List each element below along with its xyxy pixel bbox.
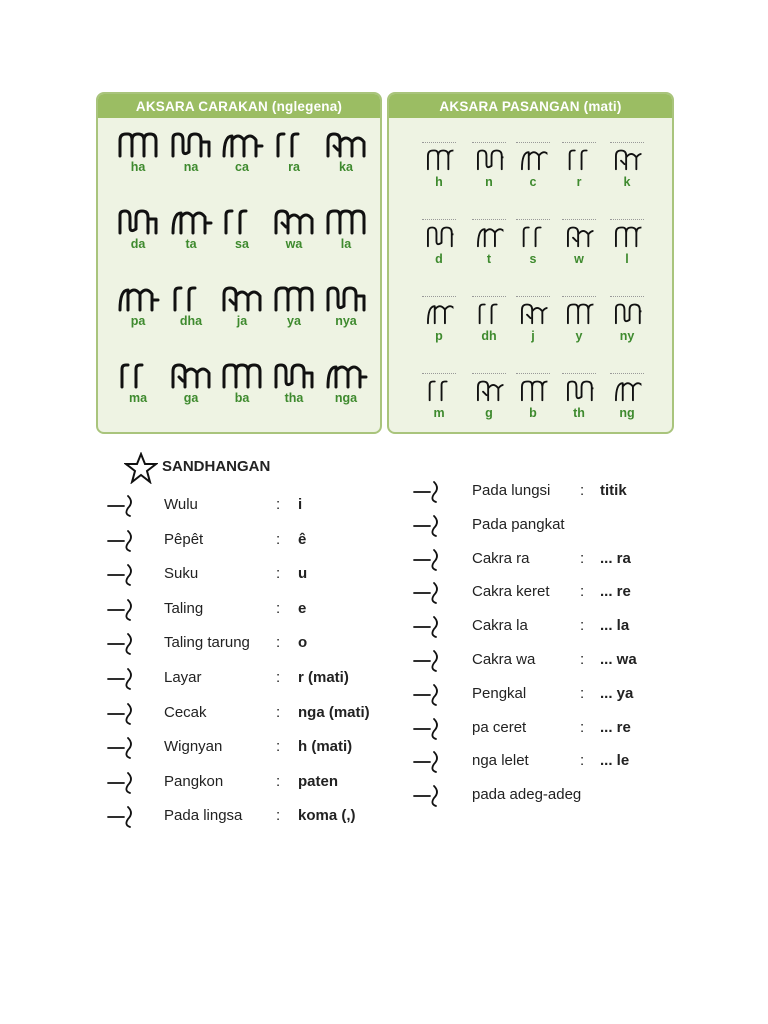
aksara-cell	[268, 128, 320, 174]
aksara-glyph-icon	[410, 748, 450, 774]
sandhangan-value: ... re	[600, 718, 631, 736]
colon: :	[276, 599, 281, 617]
pasangan-panel	[387, 92, 674, 434]
aksara-cell	[553, 373, 605, 420]
sandhangan-name: pada adeg-adeg	[472, 786, 582, 804]
aksara-glyph-icon	[519, 222, 548, 249]
sandhangan-value: titik	[600, 482, 627, 499]
aksara-glyph-icon	[104, 734, 144, 760]
dotted-guide	[610, 296, 644, 297]
aksara-cell	[601, 373, 653, 420]
sandhangan-value: ... le	[600, 752, 630, 770]
aksara-glyph-icon	[475, 376, 504, 403]
dotted-guide	[472, 373, 506, 374]
aksara-cell	[112, 282, 164, 328]
aksara-glyph-icon	[220, 282, 264, 314]
colon: :	[276, 530, 281, 548]
sandhangan-value: i	[298, 496, 303, 513]
latin-label: ja	[236, 314, 248, 328]
latin-label: ya	[287, 314, 301, 328]
colon: :	[580, 549, 585, 567]
latin-label: r	[576, 175, 582, 189]
aksara-cell	[601, 142, 653, 189]
latin-label: th	[573, 406, 585, 420]
sandhangan-row	[104, 773, 404, 799]
sandhangan-value: o	[298, 634, 308, 652]
aksara-glyph-icon	[475, 145, 504, 172]
aksara-glyph-icon	[613, 299, 642, 326]
aksara-cell	[507, 373, 559, 420]
colon: :	[276, 565, 281, 583]
aksara-glyph-icon	[425, 222, 454, 249]
sandhangan-row	[104, 634, 404, 660]
latin-label: ga	[183, 391, 199, 405]
latin-label: t	[486, 252, 492, 266]
sandhangan-name: Wulu	[164, 496, 198, 513]
latin-label: ma	[128, 391, 148, 405]
latin-label: pa	[130, 314, 146, 328]
colon: :	[276, 807, 281, 825]
aksara-glyph-icon	[565, 376, 594, 403]
sandhangan-value: nga (mati)	[298, 703, 370, 721]
aksara-cell	[507, 296, 559, 343]
aksara-glyph-icon	[410, 715, 450, 741]
dotted-guide	[562, 373, 596, 374]
colon: :	[276, 703, 281, 721]
dotted-guide	[516, 142, 550, 143]
aksara-cell	[413, 296, 465, 343]
colon: :	[580, 617, 585, 635]
aksara-glyph-icon	[565, 145, 594, 172]
sandhangan-row	[410, 617, 710, 643]
aksara-cell	[413, 219, 465, 266]
sandhangan-name: Layar	[164, 669, 202, 686]
pasangan-title: AKSARA PASANGAN (mati)	[389, 94, 672, 118]
latin-label: m	[433, 406, 445, 420]
latin-label: nga	[334, 391, 358, 405]
sandhangan-name: Cakra keret	[472, 583, 550, 601]
colon: :	[276, 496, 281, 513]
latin-label: ka	[339, 160, 353, 174]
aksara-glyph-icon	[519, 299, 548, 326]
sandhangan-name: nga lelet	[472, 752, 529, 770]
carakan-title: AKSARA CARAKAN (nglegena)	[98, 94, 380, 118]
latin-label: k	[623, 175, 631, 189]
sandhangan-value: h (mati)	[298, 738, 353, 756]
aksara-glyph-icon	[410, 681, 450, 707]
sandhangan-value: ... ya	[600, 684, 634, 702]
aksara-glyph-icon	[104, 630, 144, 656]
sandhangan-value: r (mati)	[298, 669, 349, 686]
latin-label: wa	[285, 237, 303, 251]
dotted-guide	[472, 296, 506, 297]
sandhangan-name: Taling tarung	[164, 634, 250, 652]
aksara-glyph-icon	[104, 700, 144, 726]
colon: :	[276, 669, 281, 686]
sandhangan-value: ... ra	[600, 549, 631, 567]
sandhangan-name: Cecak	[164, 703, 207, 721]
aksara-glyph-icon	[324, 282, 368, 314]
aksara-cell	[268, 205, 320, 251]
latin-label: l	[625, 252, 629, 266]
aksara-cell	[553, 142, 605, 189]
latin-label: g	[485, 406, 493, 420]
sandhangan-row	[104, 669, 404, 695]
sandhangan-name: pa ceret	[472, 718, 527, 736]
latin-label: h	[435, 175, 443, 189]
aksara-glyph-icon	[410, 613, 450, 639]
dotted-guide	[516, 219, 550, 220]
dotted-guide	[610, 219, 644, 220]
aksara-cell	[216, 282, 268, 328]
latin-label: y	[575, 329, 583, 343]
sandhangan-name: Pengkal	[472, 684, 527, 702]
aksara-cell	[320, 282, 372, 328]
dotted-guide	[516, 296, 550, 297]
aksara-cell	[553, 296, 605, 343]
dotted-guide	[422, 219, 456, 220]
latin-label: j	[531, 329, 535, 343]
latin-label: dh	[481, 329, 497, 343]
dotted-guide	[422, 142, 456, 143]
sandhangan-title: SANDHANGAN	[162, 458, 271, 475]
aksara-cell	[112, 359, 164, 405]
latin-label: tha	[284, 391, 304, 405]
aksara-cell	[165, 282, 217, 328]
aksara-glyph-icon	[104, 596, 144, 622]
latin-label: p	[435, 329, 443, 343]
aksara-cell	[320, 205, 372, 251]
aksara-glyph-icon	[324, 128, 368, 160]
sandhangan-row	[410, 685, 710, 711]
aksara-glyph-icon	[565, 299, 594, 326]
aksara-cell	[216, 205, 268, 251]
colon: :	[580, 684, 585, 702]
sandhangan-name: Pada lingsa	[164, 807, 243, 825]
dotted-guide	[610, 373, 644, 374]
colon: :	[276, 738, 281, 756]
sandhangan-name: Suku	[164, 565, 199, 583]
aksara-glyph-icon	[116, 359, 160, 391]
dotted-guide	[562, 142, 596, 143]
latin-label: s	[529, 252, 537, 266]
sandhangan-name: Pada lungsi	[472, 482, 551, 499]
aksara-glyph-icon	[272, 205, 316, 237]
aksara-glyph-icon	[220, 205, 264, 237]
sandhangan-row	[410, 516, 710, 542]
sandhangan-name: Pada pangkat	[472, 515, 565, 533]
sandhangan-row	[410, 752, 710, 778]
aksara-glyph-icon	[519, 376, 548, 403]
latin-label: ca	[235, 160, 249, 174]
colon: :	[580, 583, 585, 601]
aksara-cell	[165, 205, 217, 251]
aksara-glyph-icon	[272, 128, 316, 160]
latin-label: ra	[288, 160, 300, 174]
aksara-glyph-icon	[410, 579, 450, 605]
dotted-guide	[472, 219, 506, 220]
sandhangan-row	[410, 786, 710, 812]
sandhangan-row	[104, 496, 404, 522]
aksara-cell	[216, 359, 268, 405]
sandhangan-row	[410, 550, 710, 576]
aksara-cell	[165, 128, 217, 174]
aksara-cell	[507, 142, 559, 189]
sandhangan-name: Pangkon	[164, 772, 224, 790]
colon: :	[580, 752, 585, 770]
aksara-cell	[216, 128, 268, 174]
aksara-glyph-icon	[116, 205, 160, 237]
aksara-cell	[553, 219, 605, 266]
dotted-guide	[422, 296, 456, 297]
aksara-cell	[268, 359, 320, 405]
latin-label: ba	[234, 391, 250, 405]
aksara-glyph-icon	[169, 282, 213, 314]
latin-label: b	[529, 406, 537, 420]
sandhangan-value: ... wa	[600, 651, 637, 668]
aksara-glyph-icon	[220, 359, 264, 391]
sandhangan-value: ê	[298, 530, 307, 548]
aksara-glyph-icon	[565, 222, 594, 249]
sandhangan-row	[410, 719, 710, 745]
sandhangan-name: Cakra la	[472, 617, 528, 635]
star-icon	[124, 452, 158, 484]
sandhangan-row	[410, 583, 710, 609]
aksara-glyph-icon	[324, 359, 368, 391]
sandhangan-row	[410, 482, 710, 508]
aksara-glyph-icon	[104, 665, 144, 691]
sandhangan-value: ... re	[600, 583, 631, 601]
aksara-glyph-icon	[116, 128, 160, 160]
aksara-glyph-icon	[475, 222, 504, 249]
aksara-glyph-icon	[410, 546, 450, 572]
aksara-cell	[320, 128, 372, 174]
latin-label: na	[183, 160, 199, 174]
colon: :	[276, 634, 281, 652]
colon: :	[580, 651, 585, 668]
latin-label: ny	[619, 329, 635, 343]
sandhangan-name: Pêpêt	[164, 530, 204, 548]
dotted-guide	[562, 219, 596, 220]
latin-label: ta	[185, 237, 197, 251]
latin-label: da	[130, 237, 146, 251]
sandhangan-name: Wignyan	[164, 738, 223, 756]
aksara-glyph-icon	[425, 376, 454, 403]
aksara-glyph-icon	[475, 299, 504, 326]
latin-label: sa	[235, 237, 249, 251]
sandhangan-value: ... la	[600, 617, 630, 635]
aksara-glyph-icon	[425, 145, 454, 172]
aksara-glyph-icon	[104, 803, 144, 829]
colon: :	[580, 482, 585, 499]
sandhangan-row	[104, 807, 404, 833]
sandhangan-row	[104, 738, 404, 764]
sandhangan-value: u	[298, 565, 308, 583]
aksara-glyph-icon	[104, 561, 144, 587]
aksara-glyph-icon	[116, 282, 160, 314]
sandhangan-value: koma (,)	[298, 807, 356, 825]
carakan-panel	[96, 92, 382, 434]
aksara-glyph-icon	[613, 376, 642, 403]
colon: :	[580, 718, 585, 736]
sandhangan-value: paten	[298, 772, 339, 790]
aksara-glyph-icon	[324, 205, 368, 237]
aksara-glyph-icon	[169, 128, 213, 160]
latin-label: ng	[619, 406, 635, 420]
aksara-cell	[165, 359, 217, 405]
dotted-guide	[610, 142, 644, 143]
aksara-cell	[268, 282, 320, 328]
aksara-glyph-icon	[272, 359, 316, 391]
aksara-glyph-icon	[169, 205, 213, 237]
sandhangan-row	[104, 600, 404, 626]
latin-label: la	[340, 237, 352, 251]
aksara-glyph-icon	[410, 647, 450, 673]
sandhangan-row	[104, 704, 404, 730]
sandhangan-name: Cakra wa	[472, 651, 536, 668]
aksara-cell	[413, 142, 465, 189]
aksara-cell	[112, 205, 164, 251]
aksara-cell	[320, 359, 372, 405]
aksara-cell	[507, 219, 559, 266]
dotted-guide	[422, 373, 456, 374]
aksara-glyph-icon	[220, 128, 264, 160]
aksara-cell	[413, 373, 465, 420]
aksara-glyph-icon	[410, 512, 450, 538]
latin-label: n	[485, 175, 493, 189]
aksara-glyph-icon	[272, 282, 316, 314]
aksara-glyph-icon	[104, 492, 144, 518]
aksara-glyph-icon	[410, 478, 450, 504]
aksara-cell	[601, 296, 653, 343]
dotted-guide	[562, 296, 596, 297]
sandhangan-name: Cakra ra	[472, 549, 530, 567]
sandhangan-row	[410, 651, 710, 677]
sandhangan-value: e	[298, 599, 307, 617]
aksara-glyph-icon	[169, 359, 213, 391]
aksara-cell	[112, 128, 164, 174]
latin-label: w	[574, 252, 584, 266]
latin-label: ha	[130, 160, 146, 174]
dotted-guide	[472, 142, 506, 143]
latin-label: dha	[179, 314, 203, 328]
sandhangan-row	[104, 565, 404, 591]
aksara-glyph-icon	[425, 299, 454, 326]
latin-label: nya	[335, 314, 357, 328]
aksara-glyph-icon	[613, 222, 642, 249]
sandhangan-name: Taling	[164, 599, 204, 617]
aksara-cell	[601, 219, 653, 266]
aksara-glyph-icon	[613, 145, 642, 172]
aksara-glyph-icon	[410, 782, 450, 808]
sandhangan-row	[104, 531, 404, 557]
latin-label: c	[529, 175, 537, 189]
aksara-glyph-icon	[104, 769, 144, 795]
colon: :	[276, 772, 281, 790]
dotted-guide	[516, 373, 550, 374]
latin-label: d	[435, 252, 443, 266]
aksara-glyph-icon	[519, 145, 548, 172]
aksara-glyph-icon	[104, 527, 144, 553]
